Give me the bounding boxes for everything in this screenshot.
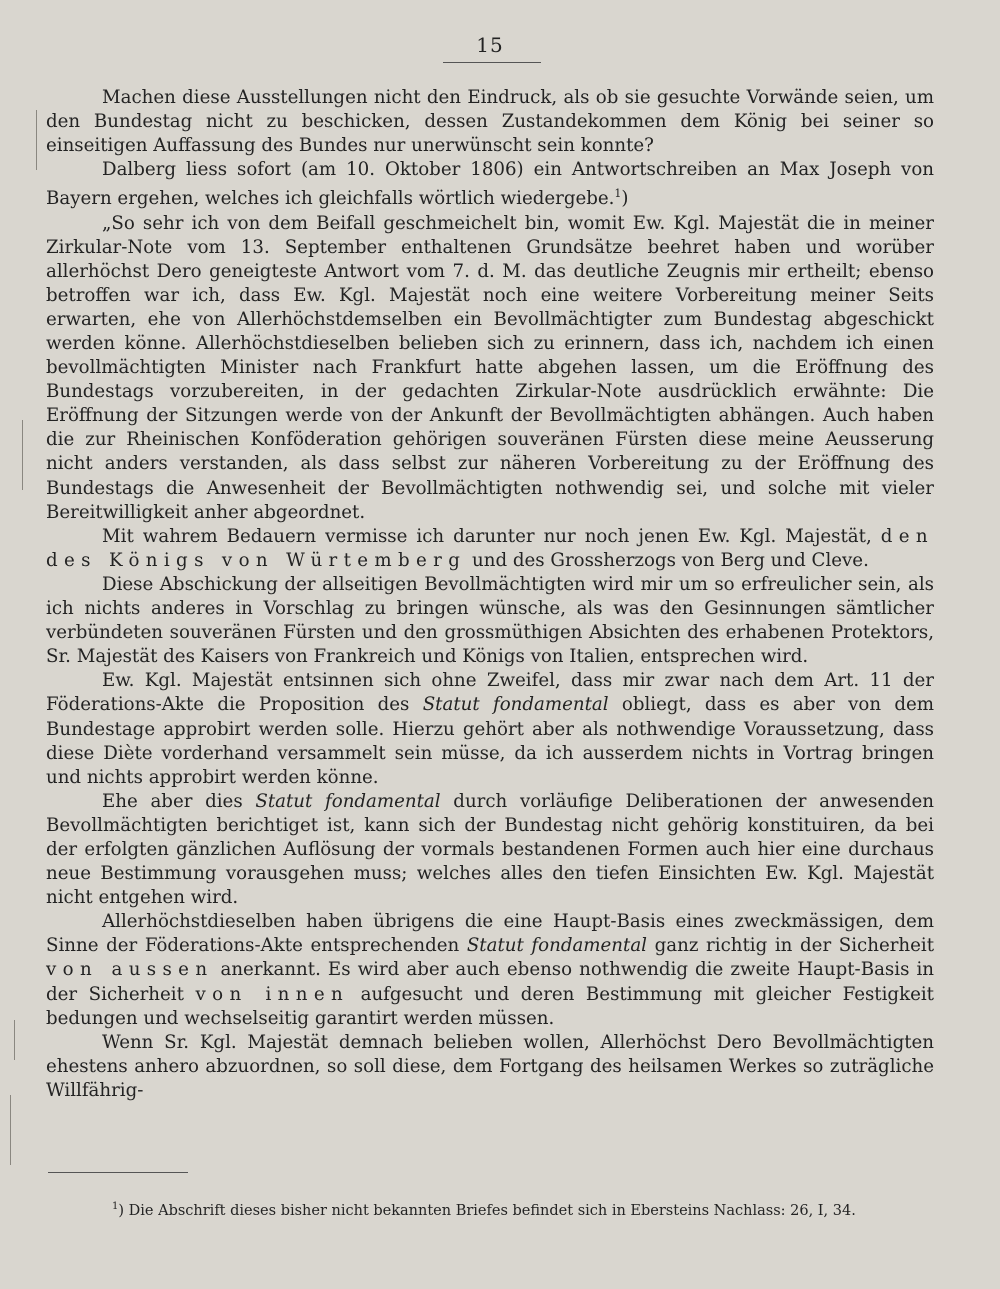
- paragraph: [46, 212, 934, 525]
- page-number-rule: [443, 62, 541, 63]
- footnote-text: ) Die Abschrift dieses bisher nicht bekannten Briefes befindet sich in Ebersteins Nachlass: 26, I, 34.: [118, 1202, 856, 1219]
- text-run: Wenn Sr. Kgl. Majestät demnach belieben wollen, Allerhöchst Dero Bevollmächtigten ehestens anhero abzuordnen, so soll diese, dem Fortgang des heilsamen Werkes so zuträgliche Willfährig-: [46, 1031, 934, 1101]
- text-run: „So sehr ich von dem Beifall geschmeichelt bin, womit Ew. Kgl. Majestät die in meiner Zirkular-Note vom 13. September enthaltenen Grundsätze beehret haben und worüber allerhöchst Dero geneigteste Antwort vom 7. d. M. das deutliche Zeugnis mir ertheilt; ebenso betroffen war ich, dass Ew. Kgl. Majestät noch eine weitere Vorbereitung meiner Seits erwarten, ehe von Allerhöchstdemselben ein Bevollmächtigter zum Bundestag abgeschickt werden könne. Allerhöchstdieselben belieben sich zu erinnern, dass ich, nachdem ich einen bevollmächtigten Minister nach Frankfurt hatte abgehen lassen, um die Eröffnung des Bundestags vorzubereiten, in der gedachten Zirkular-Note ausdrücklich erwähnte: Die Eröffnung der Sitzungen werde von der Ankunft der Bevollmächtigten abhängen. Auch haben die zur Rheinischen Konföderation gehörigen souveränen Fürsten diese meine Aeusserung nicht anders verstanden, als dass selbst zur näheren Vorbereitung zu der Eröffnung des Bundestags die Anwesenheit der Bevollmächtigten nothwendig sei, und solche mit vieler Bereitwilligkeit anher abgeordnet.: [46, 212, 934, 523]
- spaced-text: den des Königs von Würtemberg: [46, 525, 934, 571]
- italic-text: Statut fondamental: [466, 935, 647, 957]
- text-run: Allerhöchstdieselben haben übrigens die eine Haupt-Basis eines zweckmässigen, dem Sinne der Föderations-Akte entsprechenden: [46, 911, 934, 957]
- paragraph: [46, 790, 934, 910]
- page-number: 15: [476, 33, 504, 57]
- paragraph: [46, 669, 934, 789]
- scan-mark: [14, 1020, 15, 1060]
- scan-mark: [22, 420, 23, 490]
- scan-mark: [36, 110, 37, 170]
- paragraph: [46, 86, 934, 158]
- footnote-ref: 1: [614, 187, 622, 201]
- text-run: Mit wahrem Bedauern vermisse ich darunter nur noch jenen Ew. Kgl. Majestät,: [102, 525, 881, 547]
- text-run: aufgesucht und deren Bestimmung mit gleicher Festigkeit bedungen und wechselseitig garantirt werden müssen.: [46, 983, 934, 1029]
- paragraph: [46, 1031, 934, 1103]
- text-run: anerkannt. Es wird aber auch ebenso nothwendig die zweite Haupt-Basis in der Sicherheit: [46, 959, 934, 1005]
- body-text: [46, 86, 934, 1103]
- text-run: und des Grossherzogs von Berg und Cleve.: [466, 549, 869, 571]
- paragraph: [46, 158, 934, 211]
- italic-text: Statut fondamental: [255, 790, 441, 812]
- text-run: Diese Abschickung der allseitigen Bevollmächtigten wird mir um so erfreulicher sein, als ich nichts anderes in Vorschlag zu bringen wünsche, als was den Gesinnungen sämtlicher verbündeten souveränen Fürsten und den grossmüthigen Absichten des erhabenen Protektors, Sr. Majestät des Kaisers von Frankreich und Königs von Italien, entsprechen wird.: [46, 573, 934, 668]
- text-run: Ew. Kgl. Majestät entsinnen sich ohne Zweifel, dass mir zwar nach dem Art. 11 der Föderations-Akte die Proposition des: [46, 670, 934, 716]
- paragraph: [46, 573, 934, 669]
- footnote: [112, 1197, 912, 1221]
- scan-mark: [10, 1095, 11, 1165]
- spaced-text: von aussen: [46, 959, 214, 981]
- footnote-marker: 1: [112, 1201, 119, 1212]
- paragraph: [46, 910, 934, 1030]
- text-run: ganz richtig in der Sicherheit: [647, 935, 935, 957]
- text-run: durch vorläufige Deliberationen der anwesenden Bevollmächtigten berichtiget ist, kann sich der Bundestag nicht gehörig konstituiren, da bei der erfolgten gänzlichen Auflösung der vormals bestandenen Formen auch hier eine durchaus neue Bestimmung vorausgehen muss; welches alles den tiefen Einsichten Ew. Kgl. Majestät nicht entgehen wird.: [46, 790, 934, 909]
- text-run: Machen diese Ausstellungen nicht den Eindruck, als ob sie gesuchte Vorwände seien, um den Bundestag nicht zu beschicken, dessen Zustandekommen dem König bei seiner so einseitigen Auffassung des Bundes nur unerwünscht sein konnte?: [46, 87, 934, 157]
- paragraph: [46, 525, 934, 573]
- italic-text: Statut fondamental: [422, 694, 609, 716]
- text-run: ): [621, 188, 629, 210]
- footnote-separator: [48, 1172, 188, 1173]
- text-run: Dalberg liess sofort (am 10. Oktober 1806) ein Antwortschreiben an Max Joseph von Bayern ergehen, welches ich gleichfalls wörtlich wiedergebe.: [46, 159, 934, 210]
- text-run: Ehe aber dies: [102, 790, 256, 812]
- spaced-text: von innen: [195, 983, 350, 1005]
- text-run: obliegt, dass es aber von dem Bundestage approbirt werden solle. Hierzu gehört aber als nothwendige Voraussetzung, dass diese Diète vorderhand versammelt sein müsse, da ich ausserdem nichts in Vortrag bringen und nichts approbirt werden könne.: [46, 694, 935, 788]
